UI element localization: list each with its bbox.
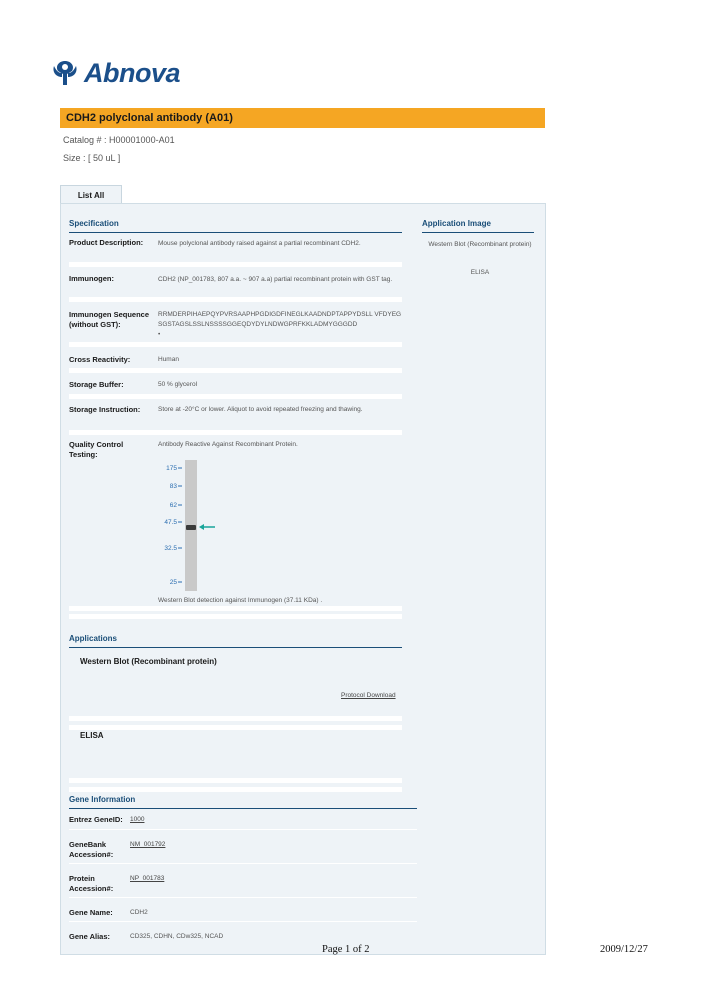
gene-label-alias: Gene Alias: — [69, 932, 110, 941]
gene-information-heading: Gene Information — [69, 795, 417, 809]
gene-label-entrez: Entrez GeneID: — [69, 815, 123, 824]
spec-value-immunogen-tail: • — [158, 331, 161, 338]
row-divider — [69, 725, 402, 730]
row-divider — [69, 394, 402, 399]
spec-label-product-description: Product Description: — [69, 238, 144, 247]
row-divider — [69, 614, 402, 619]
row-divider — [69, 368, 402, 373]
product-size: Size : [ 50 uL ] — [63, 153, 121, 163]
western-blot-image — [155, 458, 225, 593]
row-divider — [69, 262, 402, 267]
row-divider — [69, 342, 402, 347]
specification-heading: Specification — [69, 219, 402, 233]
row-divider — [69, 606, 402, 611]
spec-label-immunogen-sequence: Immunogen Sequence (without GST): — [69, 310, 150, 329]
row-divider — [69, 430, 402, 435]
spec-value-storage-buffer: 50 % glycerol — [158, 381, 198, 388]
gene-label-protein: Protein Accession#: — [69, 874, 114, 893]
gene-value-protein-link[interactable]: NP_001783 — [130, 875, 165, 882]
gene-label-name: Gene Name: — [69, 908, 113, 917]
band-arrow-icon — [199, 524, 215, 530]
blot-band — [186, 525, 196, 530]
brand-name: Abnova — [84, 57, 181, 88]
spec-label-storage-buffer: Storage Buffer: — [69, 380, 124, 389]
row-divider — [69, 297, 402, 302]
row-divider — [69, 897, 417, 898]
spec-label-quality-control: Quality Control Testing: — [69, 440, 124, 459]
gene-value-genebank-link[interactable]: NM_001792 — [130, 841, 166, 848]
row-divider — [69, 778, 402, 783]
marker-label: 25 — [169, 579, 177, 586]
abnova-logo — [50, 57, 180, 89]
gene-value-name: CDH2 — [130, 909, 148, 916]
row-divider — [69, 787, 402, 792]
page-number: Page 1 of 2 — [322, 944, 370, 955]
spec-label-cross-reactivity: Cross Reactivity: — [69, 355, 131, 364]
gene-value-entrez-link[interactable]: 1000 — [130, 816, 145, 823]
row-divider — [69, 863, 417, 864]
spec-value-quality-control: Antibody Reactive Against Recombinant Protein. — [158, 441, 298, 448]
row-divider — [69, 716, 402, 721]
application-image-elisa[interactable]: ELISA — [470, 269, 490, 276]
spec-value-cross-reactivity: Human — [158, 356, 179, 363]
spec-value-immunogen: CDH2 (NP_001783, 807 a.a. ~ 907 a.a) partial recombinant protein with GST tag. — [158, 276, 393, 283]
row-divider — [69, 921, 417, 922]
blot-caption: Western Blot detection against Immunogen (37.11 KDa) . — [158, 597, 323, 604]
marker-label: 47.5 — [164, 519, 177, 526]
row-divider — [69, 829, 417, 830]
application-western-blot: Western Blot (Recombinant protein) — [80, 657, 217, 666]
catalog-number: Catalog # : H00001000-A01 — [63, 135, 175, 145]
application-image-western-blot[interactable]: Western Blot (Recombinant protein) — [428, 241, 532, 248]
application-elisa: ELISA — [80, 731, 104, 740]
protocol-download-link[interactable]: Protocol Download — [341, 692, 396, 699]
spec-value-storage-instruction: Store at -20°C or lower. Aliquot to avoid repeated freezing and thawing. — [158, 406, 363, 413]
spec-value-product-description: Mouse polyclonal antibody raised against a partial recombinant CDH2. — [158, 240, 361, 247]
spec-label-immunogen: Immunogen: — [69, 274, 114, 283]
application-image-heading: Application Image — [422, 219, 534, 233]
applications-heading: Applications — [69, 634, 402, 648]
marker-label: 83 — [169, 483, 177, 490]
tab-list-all[interactable]: List All — [60, 185, 122, 203]
gene-label-genebank: GeneBank Accession#: — [69, 840, 114, 859]
product-title: CDH2 polyclonal antibody (A01) — [60, 108, 545, 128]
abnova-logo-icon — [50, 58, 80, 88]
marker-label: 175 — [166, 465, 177, 472]
marker-label: 62 — [169, 502, 177, 509]
spec-value-immunogen-sequence: RRMDERPIHAEPQYPVRSAAPHPGDIGDFINEGLKAADNDPTAPPYDSLL VFDYEGSGSTAGSLSSLNSSSSGGEQDYDYLNDWGPRFKKLADMYGGGDD — [158, 311, 402, 328]
gene-value-alias: CD325, CDHN, CDw325, NCAD — [130, 933, 224, 940]
print-date: 2009/12/27 — [600, 944, 648, 955]
marker-label: 32.5 — [164, 545, 177, 552]
spec-label-storage-instruction: Storage Instruction: — [69, 405, 141, 414]
